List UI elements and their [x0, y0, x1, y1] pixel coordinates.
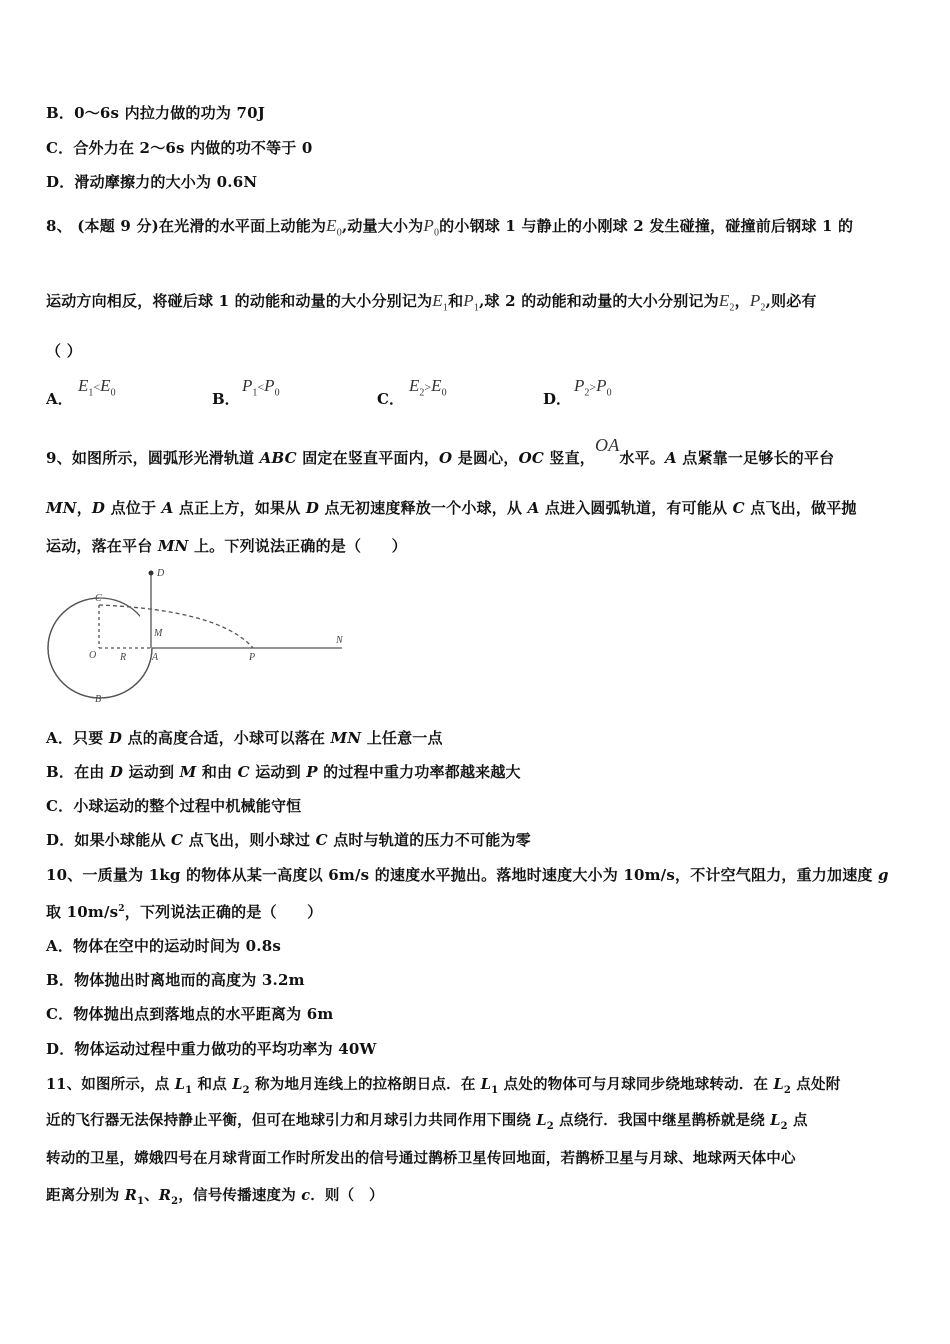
symbol-e2: $E_2$	[718, 291, 735, 314]
q11-line-4: 距离分别为 $R_1$、$R_2$，信号传播速度为 c．则（ ）	[46, 1187, 384, 1207]
q7-option-b: B．0～6s 内拉力做的功为 70J	[46, 104, 266, 122]
label-d: D	[157, 568, 165, 579]
track-gap-mask	[140, 596, 156, 648]
q8-option-b-label: B．	[212, 390, 240, 408]
q9-option-b: B．在由 D 运动到 M 和由 C 运动到 P 的过程中重力功率都越来越大	[46, 763, 521, 781]
symbol-p2: $P_2$	[749, 291, 766, 314]
label-b: B	[95, 694, 102, 705]
q10-option-b: B．物体抛出时离地而的高度为 3.2m	[46, 971, 305, 989]
symbol-p0: $P_0$	[423, 216, 440, 239]
q10-option-c: C．物体抛出点到落地点的水平距离为 6m	[46, 1005, 334, 1023]
q8-line-1: 8、 (本题 9 分)在光滑的水平面上动能为$E_0$,动量大小为$P_0$的小钢球 1 与静止的小刚球 2 发生碰撞，碰撞前后钢球 1 的	[46, 216, 854, 239]
point-d-ball	[149, 571, 154, 576]
q8-option-b-expr: $P_1<P_0$	[242, 376, 280, 399]
symbol-p1: $P_1$	[463, 291, 480, 314]
q9-line-2: MN，D 点位于 A 点正上方，如果从 D 点无初速度释放一个小球，从 A 点进入圆弧轨道，有可能从 C 点飞出，做平抛	[46, 499, 857, 517]
q8-line-3: （ ）	[46, 342, 82, 360]
symbol-e1: $E_1$	[432, 291, 449, 314]
q9-line-3: 运动，落在平台 MN 上。下列说法正确的是（ ）	[46, 537, 407, 555]
q10-line-2: 取 $10m/s^2$，下列说法正确的是（ ）	[46, 903, 323, 921]
q11-line-2: 近的飞行器无法保持静止平衡，但可在地球引力和月球引力共同作用下围绕 $L_2$ 点绕行．我国中继星鹊桥就是绕 $L_2$ 点	[46, 1112, 808, 1132]
q7-option-d: D．滑动摩擦力的大小为 0.6N	[46, 173, 258, 191]
q7-option-c: C．合外力在 2～6s 内做的功不等于 0	[46, 139, 313, 157]
q8-option-d-label: D．	[543, 390, 572, 408]
q11-line-3: 转动的卫星，嫦娥四号在月球背面工作时所发出的信号通过鹊桥卫星传回地面，若鹊桥卫星与月球、地球两天体中心	[46, 1150, 796, 1167]
q8-line-2: 运动方向相反，将碰后球 1 的动能和动量的大小分别记为$E_1$和$P_1$,球 2 的动能和动量的大小分别记为$E_2$，$P_2$,则必有	[46, 291, 817, 314]
q10-option-a: A．物体在空中的运动时间为 0.8s	[46, 937, 282, 955]
q8-option-c-label: C．	[377, 390, 404, 408]
q11-line-1: 11、如图所示，点 $L_1$ 和点 $L_2$ 称为地月连线上的拉格朗日点．在 $L_1$ 点处的物体可与月球同步绕地球转动．在 $L_2$ 点处附	[46, 1076, 841, 1096]
label-r: R	[120, 652, 127, 663]
label-a: A	[152, 652, 159, 663]
q9-line-1: 9、如图所示，圆弧形光滑轨道 ABC 固定在竖直平面内，O 是圆心，OC 竖直，OA水平。A 点紧靠一足够长的平台	[46, 435, 835, 467]
symbol-e0: $E_0$	[326, 216, 342, 239]
q8-option-d-expr: $P_2>P_0$	[574, 376, 612, 399]
q9-option-c: C．小球运动的整个过程中机械能守恒	[46, 797, 302, 815]
q8-option-a-expr: $E_1<E_0$	[78, 376, 116, 399]
q8-option-c-expr: $E_2>E_0$	[409, 376, 447, 399]
q9-figure	[40, 560, 360, 710]
q10-option-d: D．物体运动过程中重力做功的平均功率为 40W	[46, 1040, 377, 1058]
q10-line-1: 10、一质量为 1kg 的物体从某一高度以 6m/s 的速度水平抛出。落地时速度大小为 10m/s，不计空气阻力，重力加速度 g	[46, 866, 889, 884]
q9-option-d: D．如果小球能从 C 点飞出，则小球过 C 点时与轨道的压力不可能为零	[46, 831, 531, 849]
label-m: M	[154, 628, 163, 639]
label-n: N	[336, 635, 343, 646]
label-o: O	[89, 650, 97, 661]
label-p: P	[249, 652, 256, 663]
q9-option-a: A．只要 D 点的高度合适，小球可以落在 MN 上任意一点	[46, 729, 443, 747]
projectile-path	[99, 605, 253, 648]
label-c: C	[95, 593, 102, 604]
q8-option-a-label: A．	[46, 390, 73, 408]
